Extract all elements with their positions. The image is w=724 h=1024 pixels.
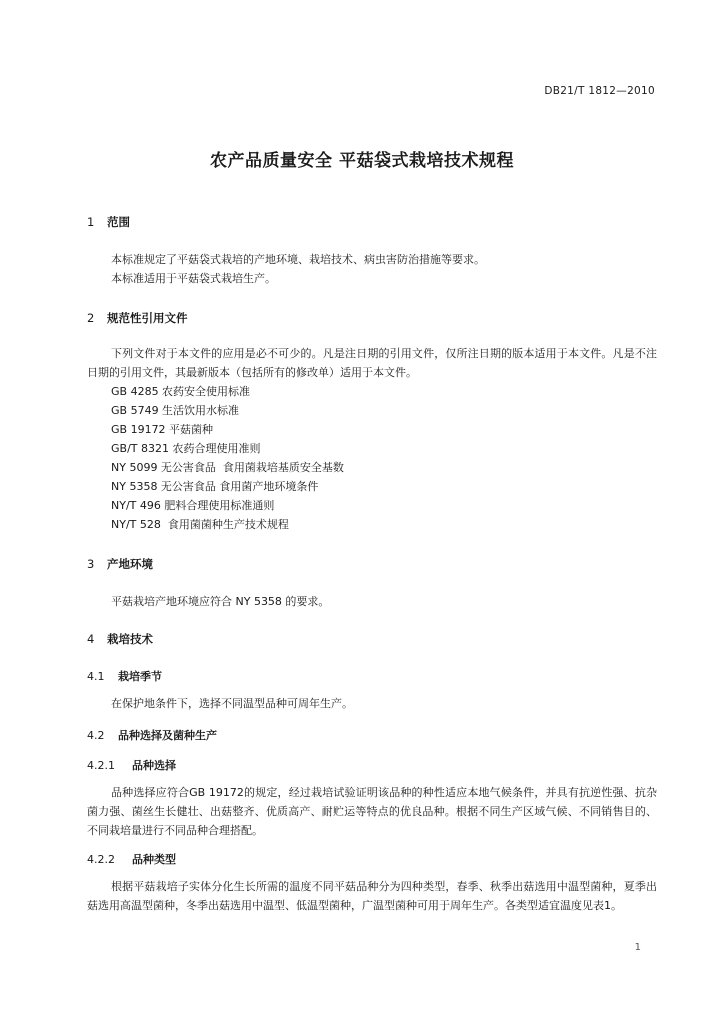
section-title: 规范性引用文件: [107, 311, 188, 325]
section-4-1-text: 在保护地条件下，选择不同温型品种可周年生产。: [111, 697, 353, 710]
section-number: 4.2: [87, 729, 105, 742]
section-4-1-heading: [87, 668, 162, 684]
section-3-heading: [87, 556, 153, 572]
section-title: 产地环境: [107, 557, 153, 571]
section-number: 4.2.1: [87, 759, 115, 772]
standard-code: DB21/T 1812—2010: [544, 85, 655, 97]
reference-item: GB/T 8321 农药合理使用准则: [111, 442, 261, 455]
section-number: 3: [87, 557, 95, 571]
section-4-2-1-heading: [87, 757, 176, 773]
reference-list: [111, 382, 344, 534]
document-title: 农产品质量安全 平菇袋式栽培技术规程: [210, 151, 514, 171]
page-number: 1: [634, 942, 641, 953]
section-number: 4.2.2: [87, 853, 115, 866]
section-title: 范围: [107, 215, 130, 229]
reference-item: NY 5358 无公害食品 食用菌产地环境条件: [111, 480, 319, 493]
section-4-2-heading: [87, 727, 217, 743]
section-4-2-2-text: 根据平菇栽培子实体分化生长所需的温度不同平菇品种分为四种类型，春季、秋季出菇选用中温型菌种，夏季出菇选用高温型菌种，冬季出菇选用中温型、低温型菌种，广温型菌种可用于周年生产。各类型适宜温度见表1。: [87, 880, 657, 912]
reference-item: GB 19172 平菇菌种: [111, 423, 214, 436]
section-title: 栽培季节: [118, 670, 162, 683]
section-title: 栽培技术: [107, 632, 153, 646]
section-number: 4.1: [87, 670, 105, 683]
reference-item: NY 5099 无公害食品 食用菌栽培基质安全基数: [111, 461, 344, 474]
section-1-paragraph-1: 本标准规定了平菇袋式栽培的产地环境、栽培技术、病虫害防治措施等要求。: [111, 253, 485, 266]
reference-item: NY/T 496 肥料合理使用标准通则: [111, 499, 275, 512]
section-title: 品种类型: [132, 853, 176, 866]
section-4-heading: [87, 631, 153, 647]
section-number: 2: [87, 311, 95, 325]
section-4-2-2-heading: [87, 851, 176, 867]
reference-item: NY/T 528 食用菌菌种生产技术规程: [111, 518, 289, 531]
section-1-paragraph-2: 本标准适用于平菇袋式栽培生产。: [111, 272, 276, 285]
section-2-intro: 下列文件对于本文件的应用是必不可少的。凡是注日期的引用文件，仅所注日期的版本适用于本文件。凡是不注日期的引用文件，其最新版本（包括所有的修改单）适用于本文件。: [87, 347, 657, 379]
reference-item: GB 5749 生活饮用水标准: [111, 404, 240, 417]
section-number: 1: [87, 215, 95, 229]
reference-item: GB 4285 农药安全使用标准: [111, 385, 251, 398]
section-title: 品种选择: [132, 759, 176, 772]
section-title: 品种选择及菌种生产: [118, 729, 217, 742]
section-2-heading: [87, 310, 188, 326]
section-4-2-1-text: 品种选择应符合GB 19172的规定，经过栽培试验证明该品种的种性适应本地气候条件，并具有抗逆性强、抗杂菌力强、菌丝生长健壮、出菇整齐、优质高产、耐贮运等特点的优良品种。根据不同生产区域气候、不同销售目的、不同栽培量进行不同品种合理搭配。: [87, 786, 657, 837]
section-number: 4: [87, 632, 95, 646]
section-3-text: 平菇栽培产地环境应符合 NY 5358 的要求。: [111, 595, 330, 608]
section-1-heading: [87, 214, 130, 230]
